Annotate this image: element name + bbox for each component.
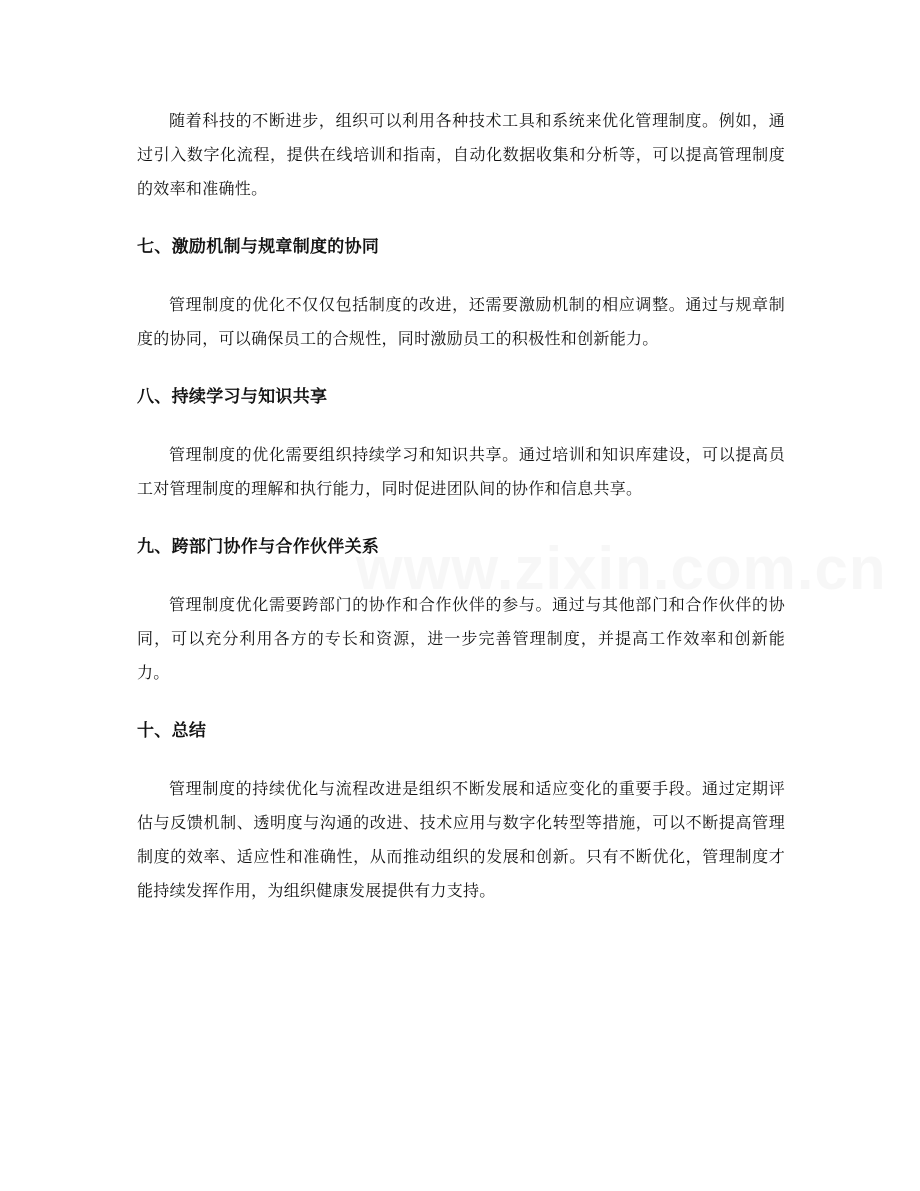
document-content bbox=[137, 104, 785, 908]
section-paragraph-9: 管理制度优化需要跨部门的协作和合作伙伴的参与。通过与其他部门和合作伙伴的协同，可以充分利用各方的专长和资源，进一步完善管理制度，并提高工作效率和创新能力。 bbox=[137, 595, 785, 682]
section-paragraph-7: 管理制度的优化不仅仅包括制度的改进，还需要激励机制的相应调整。通过与规章制度的协同，可以确保员工的合规性，同时激励员工的积极性和创新能力。 bbox=[137, 295, 785, 348]
section-heading-10: 十、总结 bbox=[137, 721, 207, 741]
section-heading-8: 八、持续学习与知识共享 bbox=[137, 387, 328, 407]
section-paragraph-8: 管理制度的优化需要组织持续学习和知识共享。通过培训和知识库建设，可以提高员工对管理制度的理解和执行能力，同时促进团队间的协作和信息共享。 bbox=[137, 445, 785, 498]
section-heading-7: 七、激励机制与规章制度的协同 bbox=[137, 237, 380, 257]
section-heading-9: 九、跨部门协作与合作伙伴关系 bbox=[137, 537, 380, 557]
intro-paragraph: 随着科技的不断进步，组织可以利用各种技术工具和系统来优化管理制度。例如，通过引入数字化流程，提供在线培训和指南，自动化数据收集和分析等，可以提高管理制度的效率和准确性。 bbox=[137, 111, 785, 198]
section-paragraph-10: 管理制度的持续优化与流程改进是组织不断发展和适应变化的重要手段。通过定期评估与反馈机制、透明度与沟通的改进、技术应用与数字化转型等措施，可以不断提高管理制度的效率、适应性和准确性，从而推动组织的发展和创新。只有不断优化，管理制度才能持续发挥作用，为组织健康发展提供有力支持。 bbox=[137, 779, 785, 900]
watermark: www.zixin.com.cn bbox=[356, 535, 887, 602]
